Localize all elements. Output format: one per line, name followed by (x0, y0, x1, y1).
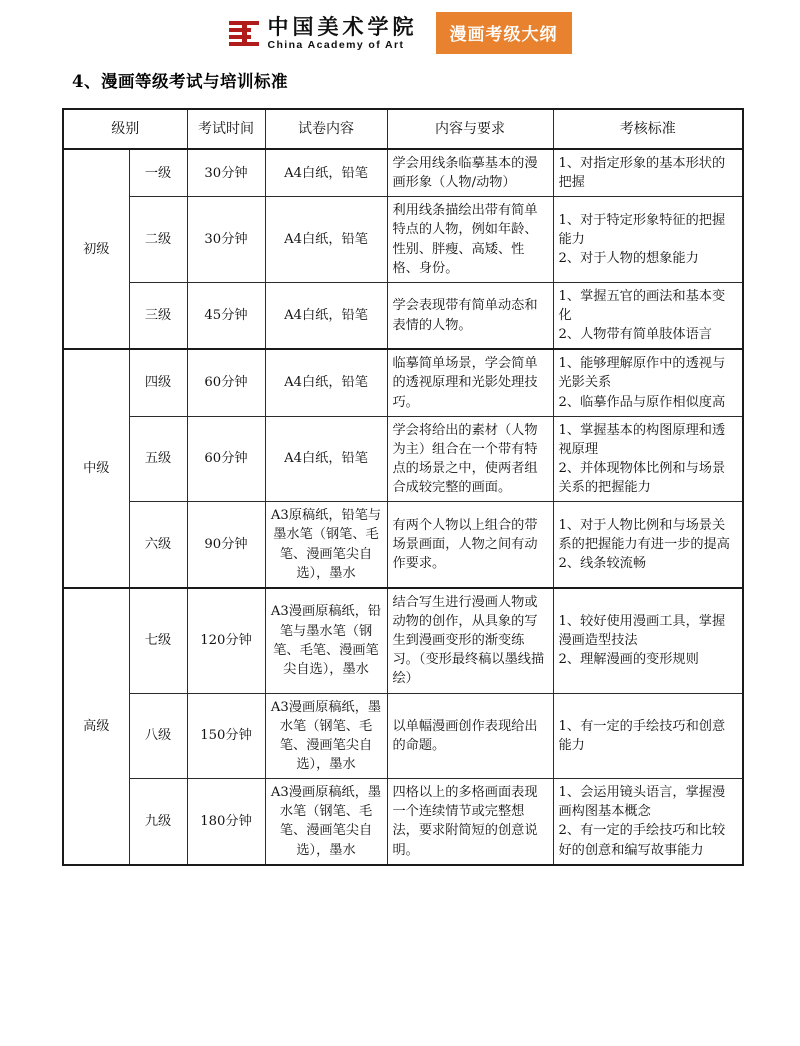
china-academy-of-art-logo-icon (229, 20, 259, 47)
table-row (63, 502, 743, 588)
cell-time: 60分钟 (187, 416, 265, 502)
cell-level: 八级 (129, 693, 187, 779)
cell-criteria: 1、掌握五官的画法和基本变化 2、人物带有简单肢体语言 (553, 282, 743, 349)
cell-time: 30分钟 (187, 197, 265, 283)
cell-level: 五级 (129, 416, 187, 502)
table-row (63, 282, 743, 349)
cell-criteria: 1、对于人物比例和与场景关系的把握能力有进一步的提高 2、线条较流畅 (553, 502, 743, 588)
page-title: 4、漫画等级考试与培训标准 (72, 72, 288, 91)
table-head (63, 109, 743, 149)
cell-time: 120分钟 (187, 588, 265, 693)
cell-group-name: 高级 (63, 588, 129, 865)
cell-time: 45分钟 (187, 282, 265, 349)
col-header-time: 考试时间 (187, 109, 265, 149)
standards-table-wrap (62, 108, 742, 866)
cell-time: 180分钟 (187, 779, 265, 865)
cell-content: 利用线条描绘出带有简单特点的人物，例如年龄、性别、胖瘦、高矮、性格、身份。 (387, 197, 553, 283)
syllabus-badge: 漫画考级大纲 (436, 12, 572, 54)
brand-text (267, 13, 418, 51)
cell-level: 二级 (129, 197, 187, 283)
col-header-paper: 试卷内容 (265, 109, 387, 149)
cell-content: 学会用线条临摹基本的漫画形象（人物/动物） (387, 149, 553, 197)
cell-time: 30分钟 (187, 149, 265, 197)
col-header-level: 级别 (63, 109, 187, 149)
cell-criteria: 1、掌握基本的构图原理和透视原理 2、并体现物体比例和与场景关系的把握能力 (553, 416, 743, 502)
standards-table (62, 108, 744, 866)
table-row (63, 416, 743, 502)
cell-paper: A3原稿纸，铅笔与墨水笔（钢笔、毛笔、漫画笔尖自选），墨水 (265, 502, 387, 588)
brand-block (229, 13, 418, 51)
cell-paper: A4白纸，铅笔 (265, 349, 387, 416)
cell-criteria: 1、较好使用漫画工具，掌握漫画造型技法 2、理解漫画的变形规则 (553, 588, 743, 693)
table-header-row (63, 109, 743, 149)
table-row (63, 197, 743, 283)
cell-level: 七级 (129, 588, 187, 693)
table-row (63, 349, 743, 416)
cell-paper: A4白纸，铅笔 (265, 197, 387, 283)
cell-time: 60分钟 (187, 349, 265, 416)
cell-level: 九级 (129, 779, 187, 865)
table-row (63, 149, 743, 197)
table-body (63, 149, 743, 865)
cell-criteria: 1、有一定的手绘技巧和创意能力 (553, 693, 743, 779)
cell-group-name: 初级 (63, 149, 129, 349)
cell-paper: A3漫画原稿纸，墨水笔（钢笔、毛笔、漫画笔尖自选），墨水 (265, 693, 387, 779)
cell-criteria: 1、会运用镜头语言，掌握漫画构图基本概念 2、有一定的手绘技巧和比较好的创意和编写故事能力 (553, 779, 743, 865)
table-row (63, 779, 743, 865)
col-header-criteria: 考核标准 (553, 109, 743, 149)
cell-paper: A3漫画原稿纸，铅笔与墨水笔（钢笔、毛笔、漫画笔尖自选），墨水 (265, 588, 387, 693)
cell-content: 有两个人物以上组合的带场景画面，人物之间有动作要求。 (387, 502, 553, 588)
brand-name-en: China Academy of Art (267, 38, 405, 51)
brand-name-cn: 中国美术学院 (267, 13, 418, 39)
cell-time: 150分钟 (187, 693, 265, 779)
cell-content: 临摹简单场景，学会简单的透视原理和光影处理技巧。 (387, 349, 553, 416)
cell-level: 六级 (129, 502, 187, 588)
cell-paper: A3漫画原稿纸，墨水笔（钢笔、毛笔、漫画笔尖自选），墨水 (265, 779, 387, 865)
cell-group-name: 中级 (63, 349, 129, 588)
page-header (0, 0, 800, 60)
table-row (63, 588, 743, 693)
cell-criteria: 1、对指定形象的基本形状的把握 (553, 149, 743, 197)
cell-criteria: 1、能够理解原作中的透视与光影关系 2、临摹作品与原作相似度高 (553, 349, 743, 416)
cell-content: 以单幅漫画创作表现给出的命题。 (387, 693, 553, 779)
col-header-content: 内容与要求 (387, 109, 553, 149)
cell-content: 学会将给出的素材（人物为主）组合在一个带有特点的场景之中，使两者组合成较完整的画面。 (387, 416, 553, 502)
cell-level: 一级 (129, 149, 187, 197)
cell-level: 四级 (129, 349, 187, 416)
cell-time: 90分钟 (187, 502, 265, 588)
table-row (63, 693, 743, 779)
cell-level: 三级 (129, 282, 187, 349)
cell-paper: A4白纸，铅笔 (265, 282, 387, 349)
cell-content: 学会表现带有简单动态和表情的人物。 (387, 282, 553, 349)
cell-content: 四格以上的多格画面表现一个连续情节或完整想法，要求附简短的创意说明。 (387, 779, 553, 865)
cell-criteria: 1、对于特定形象特征的把握能力 2、对于人物的想象能力 (553, 197, 743, 283)
cell-paper: A4白纸，铅笔 (265, 416, 387, 502)
cell-paper: A4白纸，铅笔 (265, 149, 387, 197)
cell-content: 结合写生进行漫画人物或动物的创作，从具象的写生到漫画变形的渐变练习。（变形最终稿以墨线描绘） (387, 588, 553, 693)
